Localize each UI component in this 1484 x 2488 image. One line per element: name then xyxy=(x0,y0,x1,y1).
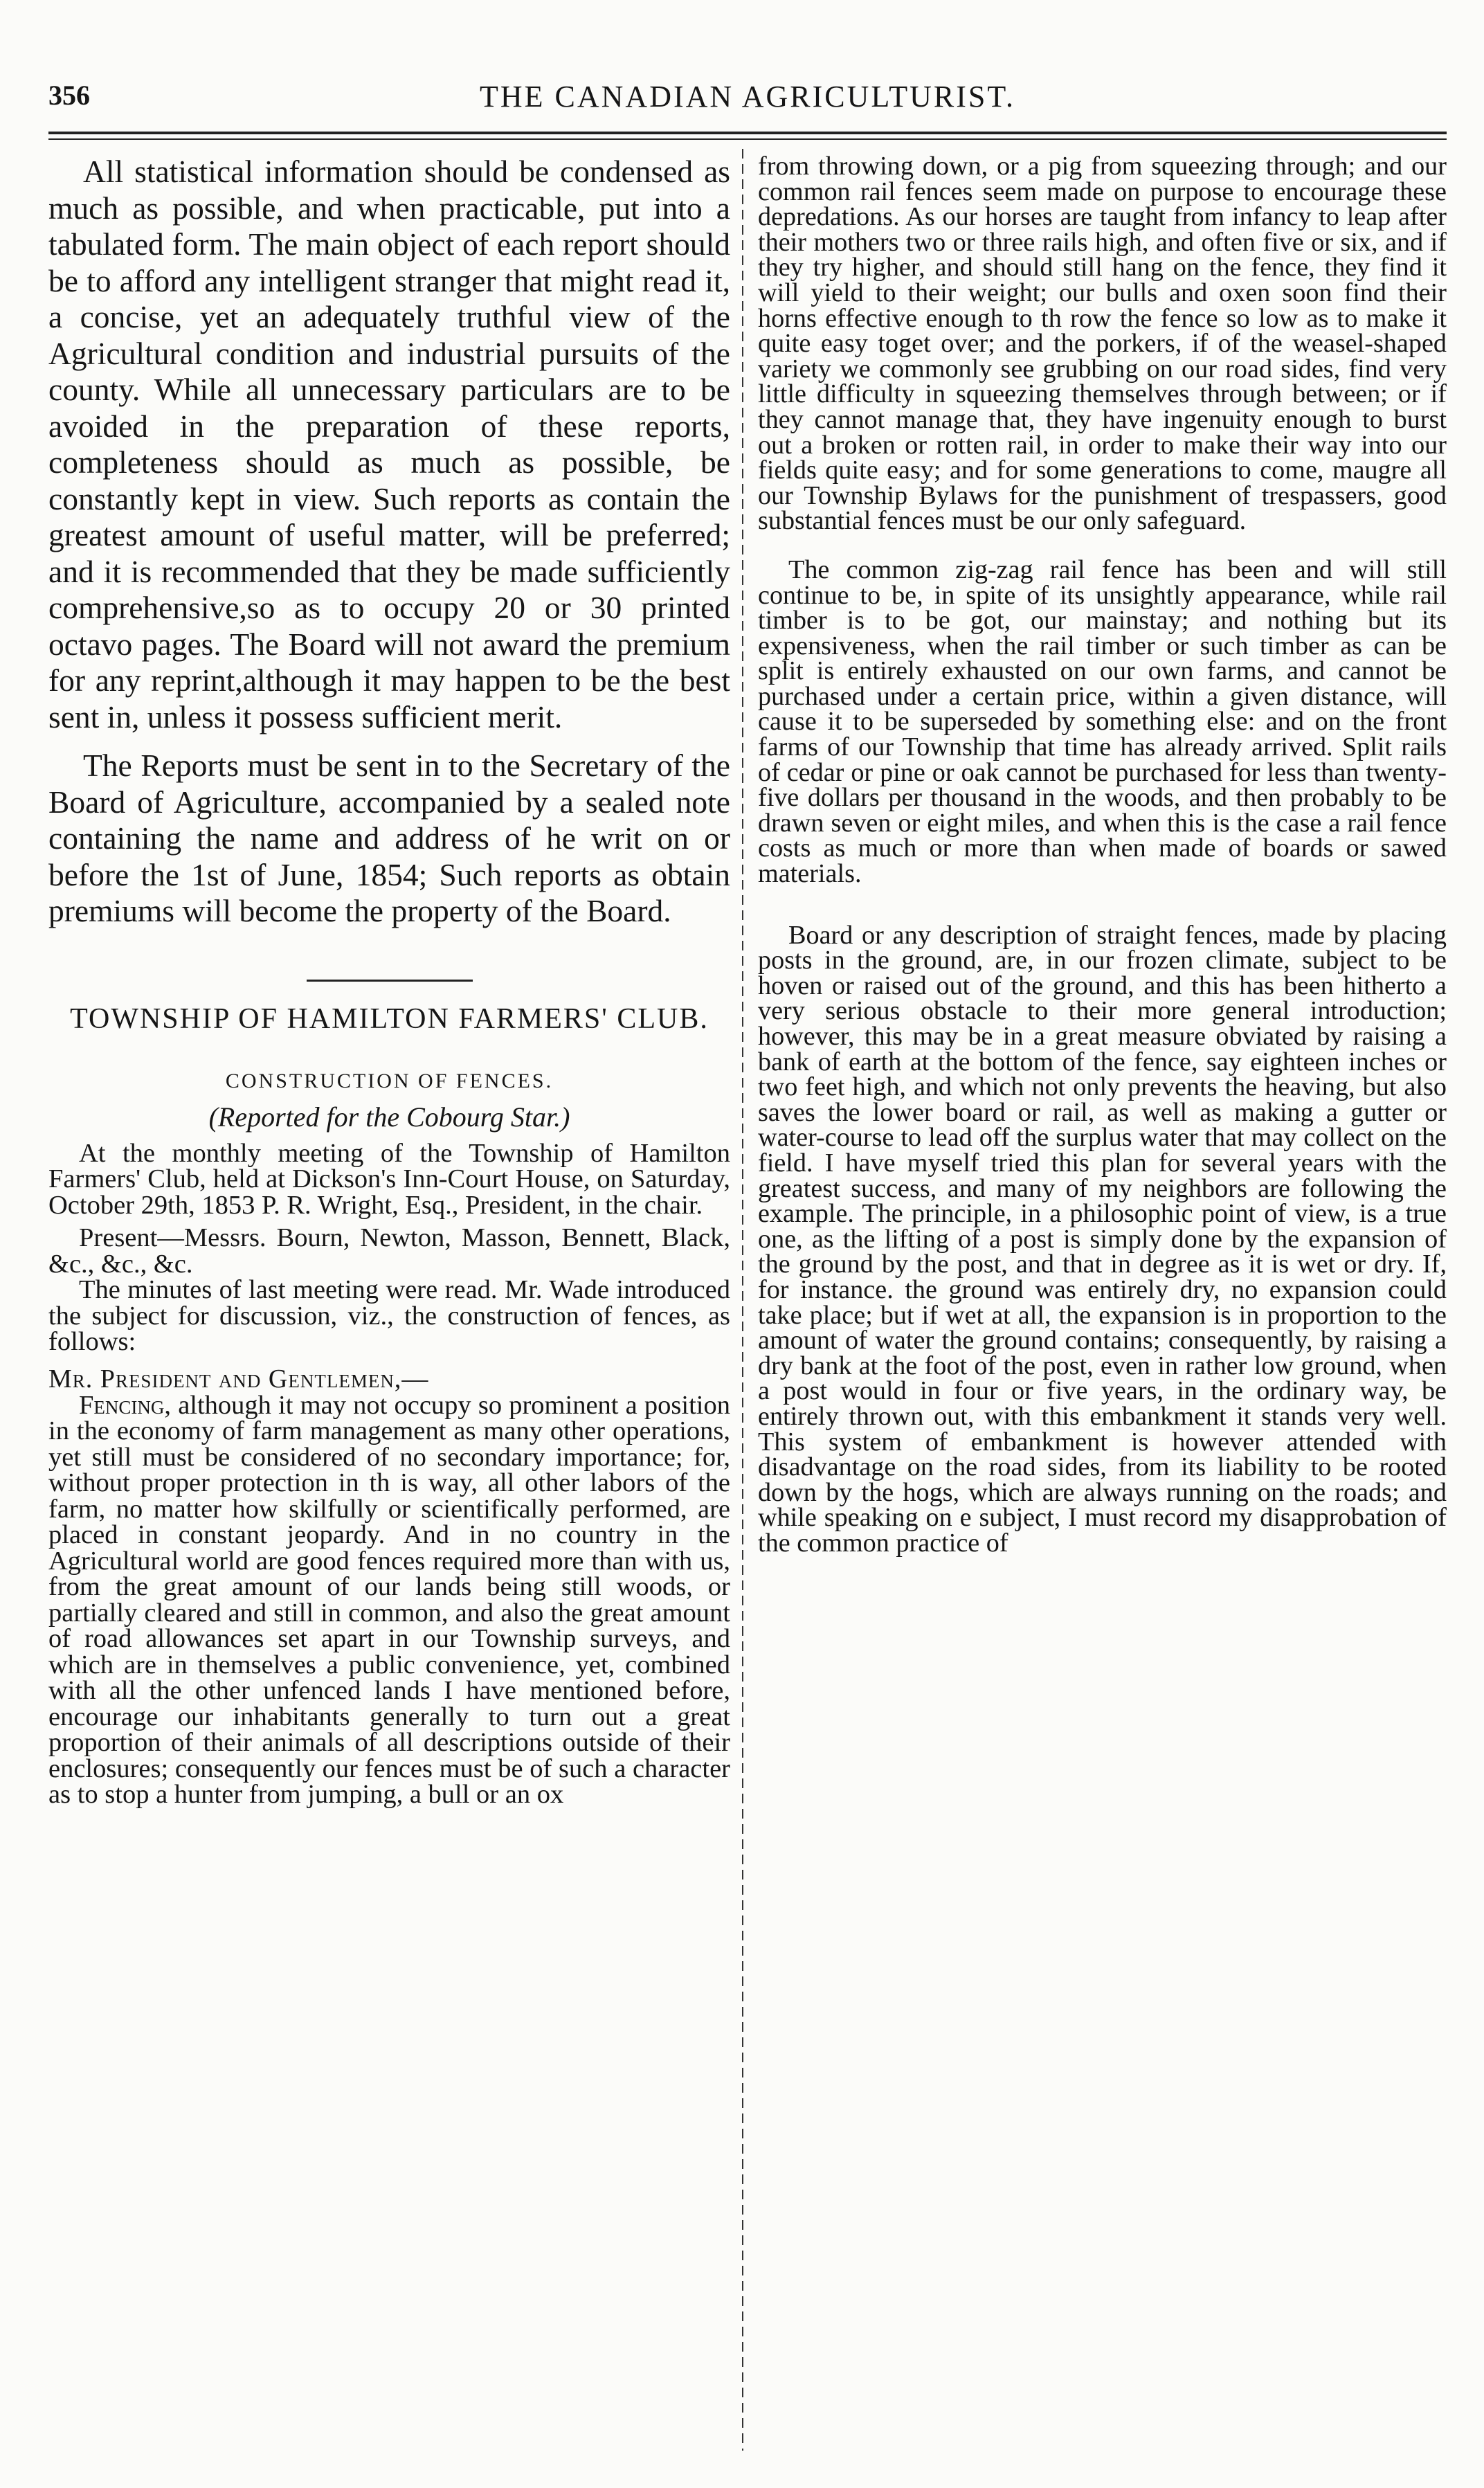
left-column xyxy=(48,154,730,1808)
paragraph-meeting: At the monthly meeting of the Township of Hamilton Farmers' Club, held at Dickson's Inn-Court House, on Saturday, October 29th, 1853 P. R. Wright, Esq., President, in the chair. xyxy=(48,1138,730,1220)
paragraph-present: Present—Messrs. Bourn, Newton, Masson, Bennett, Black, &c., &c., &c. xyxy=(48,1223,730,1279)
paragraph-reports-deadline: The Reports must be sent in to the Secretary of the Board of Agriculture, accompanied by a sealed note containing the name and address of he writ on or before the 1st of June, 1854; Such reports as obtain premiums will become the property of the Board. xyxy=(48,748,730,928)
paragraph-straight-fences: Board or any description of straight fences, made by placing posts in the ground, are, in our frozen climate, subject to be hoven or raised out of the ground, and this has been hitherto a very serious obstacle to their more general introduction; however, this may be in a great measure obviated by raising a bank of earth at the bottom of the fence, say eighteen inches or two feet high, and which not only prevents the heaving, but also saves the lower board or rail, as well as making a gutter or water-course to lead off the surplus water that may collect on the field. I have myself tried this plan for several years with the greatest success, and many of my neighbors are following the example. The principle, in a philosophic point of view, is a true one, as the lifting of a post is simply done by the expansion of the ground by the post, and that in degree as it is wet or dry. If, for instance. the ground was entirely dry, no expansion could take place; but if wet at all, the expansion is in proportion to the amount of water the ground contains; consequently, by raising a dry bank at the foot of the post, even in rather low ground, when a post would in four or five years, in the ordinary way, be entirely thrown out, with this embankment it stands very well. This system of embankment is however attended with disadvantage on the road sides, from its liability to be rooted down by the hogs, which are always running on the roads; and while speaking on e subject, I must record my disapprobation of the common practice of xyxy=(758,920,1447,1558)
salutation: Mr. President and Gentlemen,— xyxy=(48,1364,429,1394)
source-credit: (Reported for the Cobourg Star.) xyxy=(208,1101,570,1133)
paragraph-minutes: The minutes of last meeting were read. Mr. Wade introduced the subject for discussion, viz., the construction of fences, as follows: xyxy=(48,1275,730,1356)
fencing-lead-word: Fencing, xyxy=(79,1390,172,1420)
paragraph-fencing xyxy=(48,1390,730,1809)
fencing-text: although it may not occupy so prominent a position in the economy of farm management as many other operations, yet still must be considered of no secondary importance; for, without proper protection in th is way, all other labors of the farm, no matter how skilfully or scientifically performed, are placed in constant jeopardy. And in no country in the Agricultural world are good fences required more than with us, from the great amount of our lands being still woods, or partially cleared and still in common, and also the great amount of road allowances set apart in our Township surveys, and which are in themselves a public convenience, yet, combined with all the other unfenced lands I have mentioned before, encourage our inhabitants generally to turn out a great proportion of their animals of all descriptions outside of their enclosures; consequently our fences must be of such a character as to stop a hunter from jumping, a bull or an ox xyxy=(48,1390,730,1809)
page-number: 356 xyxy=(48,80,90,111)
running-title: THE CANADIAN AGRICULTURIST. xyxy=(480,80,1015,114)
paragraph-zigzag: The common zig-zag rail fence has been and will still continue to be, in spite of its unsightly appearance, while rail timber is to be got, our mainstay; and nothing but its expensiveness, when the rail timber or such timber as can be split is entirely exhausted on our own farms, and cannot be purchased under a certain price, within a given distance, will cause it to be superseded by something else: and on the front farms of our Township that time has already arrived. Split rails of cedar or pine or oak cannot be purchased for less than twenty-five dollars per thousand in the woods, and then probably to be drawn seven or eight miles, and when this is the case a rail fence costs as much or more than when made of boards or sawed materials. xyxy=(758,555,1447,889)
paragraph-statistical: All statistical information should be condensed as much as possible, and when practicable, put into a tabulated form. The main object of each report should be to afford any intelligent stranger that might read it, a concise, yet an adequately truthful view of the Agricultural condition and industrial pursuits of the county. While all unnecessary particulars are to be avoided in the preparation of these reports, completeness should as much as possible, be constantly kept in view. Such reports as contain the greatest amount of useful matter, will be preferred; and it is recommended that they be made sufficiently comprehensive,so as to occupy 20 or 30 printed octavo pages. The Board will not award the premium for any reprint,although it may happen to be the best sent in, unless it possess sufficient merit. xyxy=(48,154,730,734)
header-rule-thin xyxy=(48,138,1447,140)
header-rule-thick xyxy=(48,132,1447,134)
section-rule xyxy=(307,980,473,982)
column-divider xyxy=(742,149,743,2451)
section-subheading: CONSTRUCTION OF FENCES. xyxy=(225,1069,554,1092)
right-column xyxy=(758,154,1447,1556)
running-header xyxy=(48,76,1447,125)
section-title: TOWNSHIP OF HAMILTON FARMERS' CLUB. xyxy=(70,1002,709,1035)
paragraph-continued: from throwing down, or a pig from squeezing through; and our common rail fences seem made on purpose to encourage these depredations. As our horses are taught from infancy to leap after their mothers two or three rails high, and often five or six, and if they try higher, and should still hang on the fence, they find it will yield to their weight; our bulls and oxen soon find their horns effective enough to th row the fence so low as to make it quite easy toget over; and the porkers, if of the weasel-shaped variety we commonly see grubbing on our road sides, find very little difficulty in squeezing themselves through between; or if they cannot manage that, they have ingenuity enough to burst out a broken or rotten rail, in order to make their way into our fields quite easy; and for some generations to come, maugre all our Township Bylaws for the punishment of trespassers, good substantial fences must be our only safeguard. xyxy=(758,152,1447,536)
